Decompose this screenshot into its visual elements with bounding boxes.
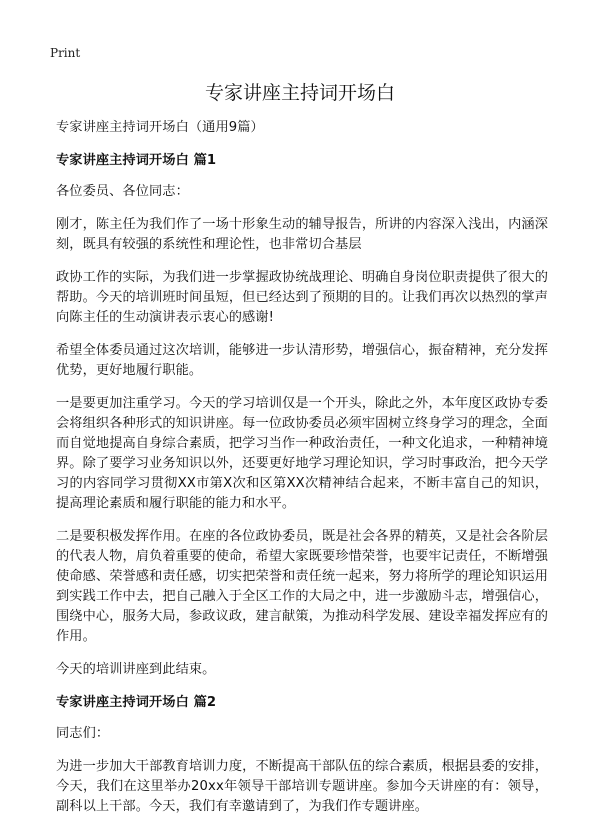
print-link[interactable]: Print — [50, 46, 81, 60]
section-heading: 专家讲座主持词开场白 篇2 — [56, 695, 217, 710]
paragraph: 希望全体委员通过这次培训，能够进一步认清形势，增强信心，振奋精神，充分发挥优势，更好地履行职能。 — [56, 343, 548, 378]
paragraph: 一是要更加注重学习。今天的学习培训仅是一个开头，除此之外，本年度区政协专委会将组织各种形式的知识讲座。每一位政协委员必须牢固树立终身学习的理念，全面而自觉地提高自身综合素质，把学习当作一种政治责任，一种文化追求，一种精神境界。除了要学习业务知识以外，还要更好地学习理论知识，学习时事政治，把今天学习的内容同学习贯彻XX市第X次和区第XX次精神结合起来，不断丰富自己的知识，提高理论素质和履行职能的能力和水平。 — [56, 396, 548, 511]
document-title: 专家讲座主持词开场白 — [204, 82, 395, 104]
paragraph: 为进一步加大干部教育培训力度，不断提高干部队伍的综合素质，根据县委的安排，今天，我们在这里举办20xx年领导干部培训专题讲座。参加今天讲座的有：领导，副科以上干部。今天，我们有幸邀请到了，为我们作专题讲座。 — [56, 759, 548, 814]
document-subtitle: 专家讲座主持词开场白（通用9篇） — [56, 120, 264, 135]
section-heading: 专家讲座主持词开场白 篇1 — [56, 153, 217, 168]
paragraph: 各位委员、各位同志： — [56, 184, 189, 199]
paragraph: 二是要积极发挥作用。在座的各位政协委员，既是社会各界的精英，又是社会各阶层的代表人物，肩负着重要的使命，希望大家既要珍惜荣誉，也要牢记责任，不断增强使命感、荣誉感和责任感，切实把荣誉和责任统一起来，努力将所学的理论知识运用到实践工作中去，把自己融入于全区工作的大局之中，进一步激励斗志，增强信心，围绕中心，服务大局，参政议政，建言献策，为推动科学发展、建设幸福发挥应有的作用。 — [56, 529, 548, 644]
paragraph: 今天的培训讲座到此结束。 — [56, 662, 216, 677]
paragraph: 政协工作的实际，为我们进一步掌握政协统战理论、明确自身岗位职责提供了很大的帮助。今天的培训班时间虽短，但已经达到了预期的目的。让我们再次以热烈的掌声向陈主任的生动演讲表示衷心的感谢! — [56, 270, 548, 325]
document-body — [56, 118, 548, 830]
paragraph: 同志们： — [56, 726, 110, 741]
paragraph: 刚才，陈主任为我们作了一场十形象生动的辅导报告，所讲的内容深入浅出，内涵深刻，既具有较强的系统性和理论性，也非常切合基层 — [56, 217, 548, 252]
